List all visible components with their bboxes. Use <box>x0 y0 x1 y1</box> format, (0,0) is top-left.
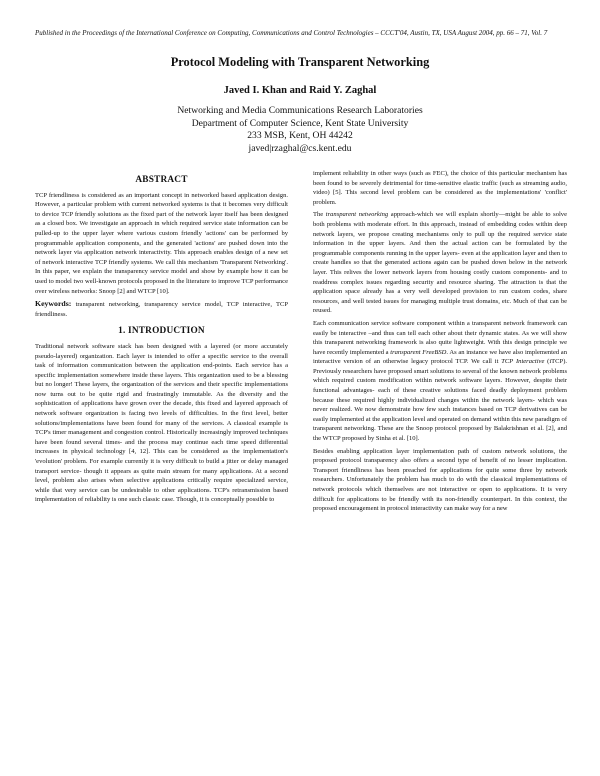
intro-text: Traditional network software stack has been designed with a layered (or more accurately pseudo-layered) organization. Each layer is intended to offer a specific service to the overall task of information communication between the application end-points. Each service has a specific implementation somewhere inside these layers. This organization used to be a blessing but no longer! These layers, the organization of the services and their specific implementations now turns out to be quite rigid and frustratingly immutable. As the diversity and the sophistication of applications have grown over the decade, this fixed and layered approach of network software organization is facing two levels of difficulties. In the first level, better solutions/implementations have been found for many of the services. A classical example is TCP's timer management and congestion control. Historically increasingly improved techniques have been found several times- and the process may continue each time speed differential increases in physical technology [4, 12]. This can be considered as the implementation's 'evolution' problem. For example currently it is very difficult to build a jitter or delay managed transport service- though it appears as quite main stream for many applications. At a second level, problem also arises when selective applications critically require specialized service, while that very service can be undesirable to other applications. TCP's retransmission based implementation of reliability is one such classic case. Though, it is conceptually possible to <box>35 342 288 504</box>
right-paragraph-3 <box>313 319 567 444</box>
intro-heading: 1. INTRODUCTION <box>118 326 205 337</box>
affiliation-address: 233 MSB, Kent, OH 44242 <box>247 130 353 141</box>
publication-note: Published in the Proceedings of the International Conference on Computing, Communications and Control Technologies – CCCT'04, Austin, TX, USA August 2004, pp. 66 – 71, Vol. 7 <box>35 29 548 37</box>
affiliation-lab: Networking and Media Communications Research Laboratories <box>177 105 423 116</box>
affiliation-dept: Department of Computer Science, Kent State University <box>191 117 409 129</box>
paper-title: Protocol Modeling with Transparent Networking <box>170 55 430 69</box>
abstract-text: TCP friendliness is considered as an important concept in networked based application design. However, a particular problem with current networked systems is that it becomes very difficult to device TCP friendly solutions as the fixed part of the network layer itself has been designed as a closed box. We investigate an approach in which required service state information can be pulled-up to the upper layer where various custom friendly 'actions' can be performed by programmable application components, and the generated 'actions' are pushed down into the network layer via application network interactivity. This approach enables design of a new set of network interactive TCP friendly systems. We call this mechanism 'Transparent Networking'. In this paper, we explain the transparency service model and show by example how it can be used to model two well-known protocols proposed in the literature to improve TCP performance over wireless networks: Snoop [2] and WTCP [10]. <box>35 191 288 295</box>
author-email: javed|rzaghal@cs.kent.edu <box>248 142 352 154</box>
keywords <box>35 299 288 319</box>
keywords-label: Keywords: <box>35 299 72 309</box>
authors: Javed I. Khan and Raid Y. Zaghal <box>223 85 377 96</box>
abstract-heading: ABSTRACT <box>135 175 188 185</box>
right-paragraph-2 <box>313 210 567 316</box>
p2-start: The <box>313 211 326 219</box>
right-paragraph-1: implement reliability in other ways (such as FEC), the choice of this particular mechanism has been found to be severely detrimental for time-sensitive elastic traffic (such as streaming audio, video) [5]. This second level problem can be considered as the implementations' 'conflict' problem. <box>313 170 567 206</box>
p3-middle: . As an instance we have also implemented an interactive version of an otherwise legacy protocol TCP. We call it <box>313 348 567 366</box>
p2-rest: approach-which we will explain shortly—might be able to solve both problems with moderate effort. In this approach, instead of embedding codes within deep network layers, we propose creating mechanisms only to pull up the required service state information in the upper layers. And then the actual action can be formulated by the programmable components running in the upper layers- even at the application layer and then to create handles so that the generated actions again can be pushed down below in the network layer. This relives the lower network layers from housing costly custom components- and to readdress complex issues regarding security and resource sharing. The attraction is that the application space already has a very well developed provision to run custom codes, share resources, and well tested issues for managing multiple trust domains, etc. Much of that can be reused. <box>313 211 567 315</box>
p3-emphasis-1: transparent FreeBSD <box>390 348 447 356</box>
p3-start: Each communication service software component within a transparent network framework can easily be interactive –and thus can tell each other about their dynamic states. As we will show this transparent networking framework is also quite lightweight. With this design principle we have recently implemented a <box>313 319 567 356</box>
p2-emphasis: transparent networking <box>325 211 389 219</box>
right-column <box>313 169 567 517</box>
keywords-text: transparent networking, transparency service model, TCP interactive, TCP friendliness. <box>35 301 289 318</box>
p3-rest: (iTCP). Previously researchers have proposed smart solutions to several of the known network problems which required custom modification within network software layers. However, despite their functional advantages- each of these creative solutions faced deadly deployment problem because these required highly individualized changes within the network layers- which was never realized. We now demonstrate how few such instances based on TCP derivatives can be easily implemented at the application level and operated on demand within this new paradigm of transparent networking. These are the Snoop protocol proposed by Balakrishnan et al. [2], and the WTCP proposed by Sinha et al. [10]. <box>313 358 568 443</box>
left-column <box>35 176 288 508</box>
p3-emphasis-2: TCP Interactive <box>501 358 545 366</box>
affiliation <box>0 105 600 155</box>
right-paragraph-4: Besides enabling application layer implementation path of custom network solutions, the proposed protocol transparency also offers a second type of benefit of no lesser implication. Transport friendliness has been preached for applications for quite some three by network researchers. Unfortunately the problem has much to do with the classical implementations of network protocols which themselves are not interactive or open to applications. It is very difficult for applications to be friendly with its non-friendly counterpart. In this context, the proposed encouragement in protocol interactivity can make way for a new <box>313 447 567 513</box>
